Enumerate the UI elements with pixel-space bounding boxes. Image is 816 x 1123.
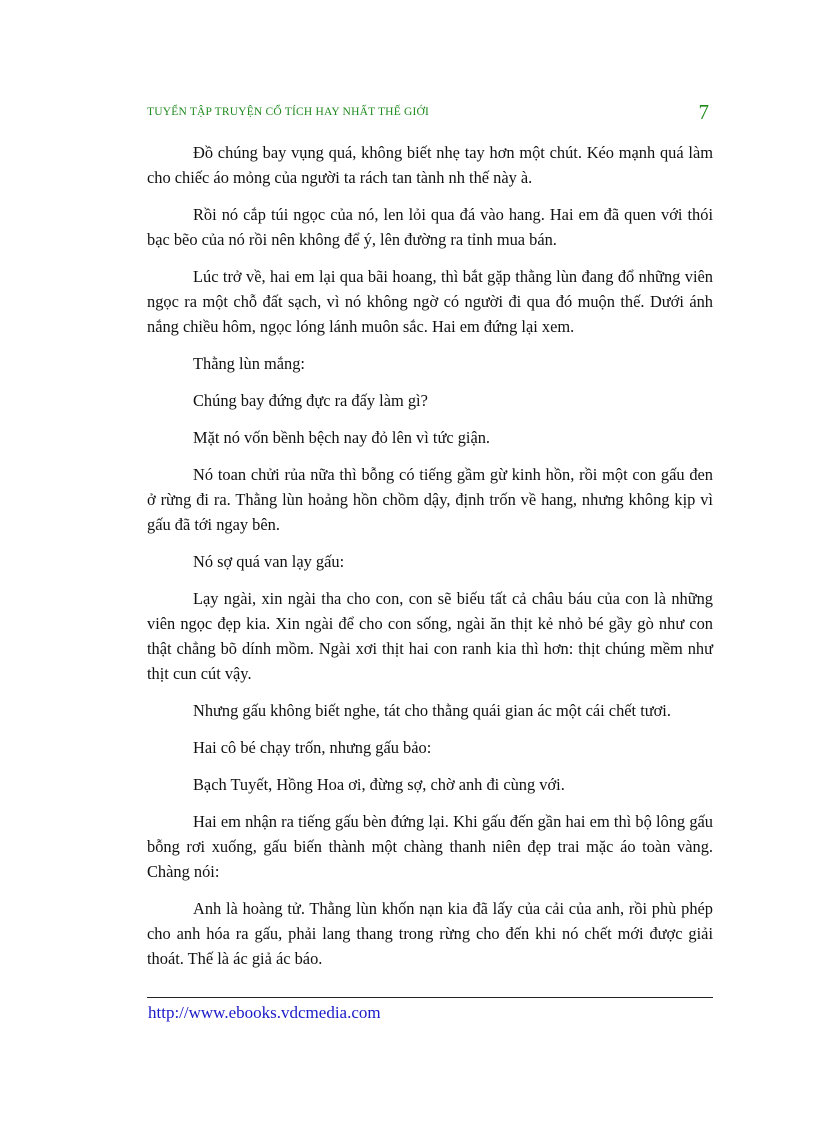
paragraph: Rồi nó cắp túi ngọc của nó, len lỏi qua đá vào hang. Hai em đã quen với thói bạc bẽo của nó rồi nên không để ý, lên đường ra tỉnh mua bán.: [147, 205, 713, 249]
paragraph: Hai em nhận ra tiếng gấu bèn đứng lại. Khi gấu đến gần hai em thì bộ lông gấu bỗng rơi xuống, gấu biến thành một chàng thanh niên đẹp trai mặc áo toàn vàng. Chàng nói:: [147, 812, 713, 881]
paragraph: Thằng lùn mắng:: [193, 354, 305, 373]
running-header: [147, 100, 713, 124]
paragraph: Mặt nó vốn bềnh bệch nay đỏ lên vì tức giận.: [193, 428, 491, 447]
paragraph: Lúc trở về, hai em lại qua bãi hoang, thì bắt gặp thằng lùn đang đổ những viên ngọc ra một chỗ đất sạch, vì nó không ngờ có người đi qua đó muộn thế. Dưới ánh nắng chiều hôm, ngọc lóng lánh muôn sắc. Hai em đứng lại xem.: [147, 267, 713, 336]
page-number: 7: [698, 100, 709, 124]
book-title: TUYỂN TẬP TRUYỆN CỔ TÍCH HAY NHẤT THẾ GIỚI: [147, 106, 430, 118]
footer-divider: [147, 997, 713, 998]
paragraph: Anh là hoàng tử. Thằng lùn khốn nạn kia đã lấy của cải của anh, rồi phù phép cho anh hóa ra gấu, phải lang thang trong rừng cho đến khi nó chết mới được giải thoát. Thế là ác giả ác báo.: [147, 899, 713, 968]
paragraph: Bạch Tuyết, Hồng Hoa ơi, đừng sợ, chờ anh đi cùng với.: [193, 775, 565, 794]
story-text: [147, 140, 713, 983]
paragraph: Hai cô bé chạy trốn, nhưng gấu bảo:: [193, 738, 432, 757]
paragraph: Nó sợ quá van lạy gấu:: [193, 552, 345, 571]
paragraph: Nó toan chửi rủa nữa thì bỗng có tiếng gầm gừ kinh hồn, rồi một con gấu đen ở rừng đi ra. Thằng lùn hoảng hồn chồm dậy, định trốn về hang, nhưng không kịp vì gấu đã tới ngay bên.: [147, 465, 713, 534]
footer-website-link[interactable]: http://www.ebooks.vdcmedia.com: [148, 1003, 381, 1022]
paragraph: Lạy ngài, xin ngài tha cho con, con sẽ biếu tất cả châu báu của con là những viên ngọc đẹp kia. Xin ngài để cho con sống, ngài ăn thịt kẻ nhỏ bé gầy gò như con thật chẳng bõ dính mồm. Ngài xơi thịt hai con ranh kia thì hơn: thịt chúng mềm như thịt cun cút vậy.: [147, 589, 713, 683]
paragraph: Nhưng gấu không biết nghe, tát cho thằng quái gian ác một cái chết tươi.: [193, 701, 671, 720]
paragraph: Chúng bay đứng đực ra đấy làm gì?: [193, 391, 428, 410]
paragraph: Đồ chúng bay vụng quá, không biết nhẹ tay hơn một chút. Kéo mạnh quá làm cho chiếc áo mỏng của người ta rách tan tành nh thế này à.: [147, 143, 713, 187]
